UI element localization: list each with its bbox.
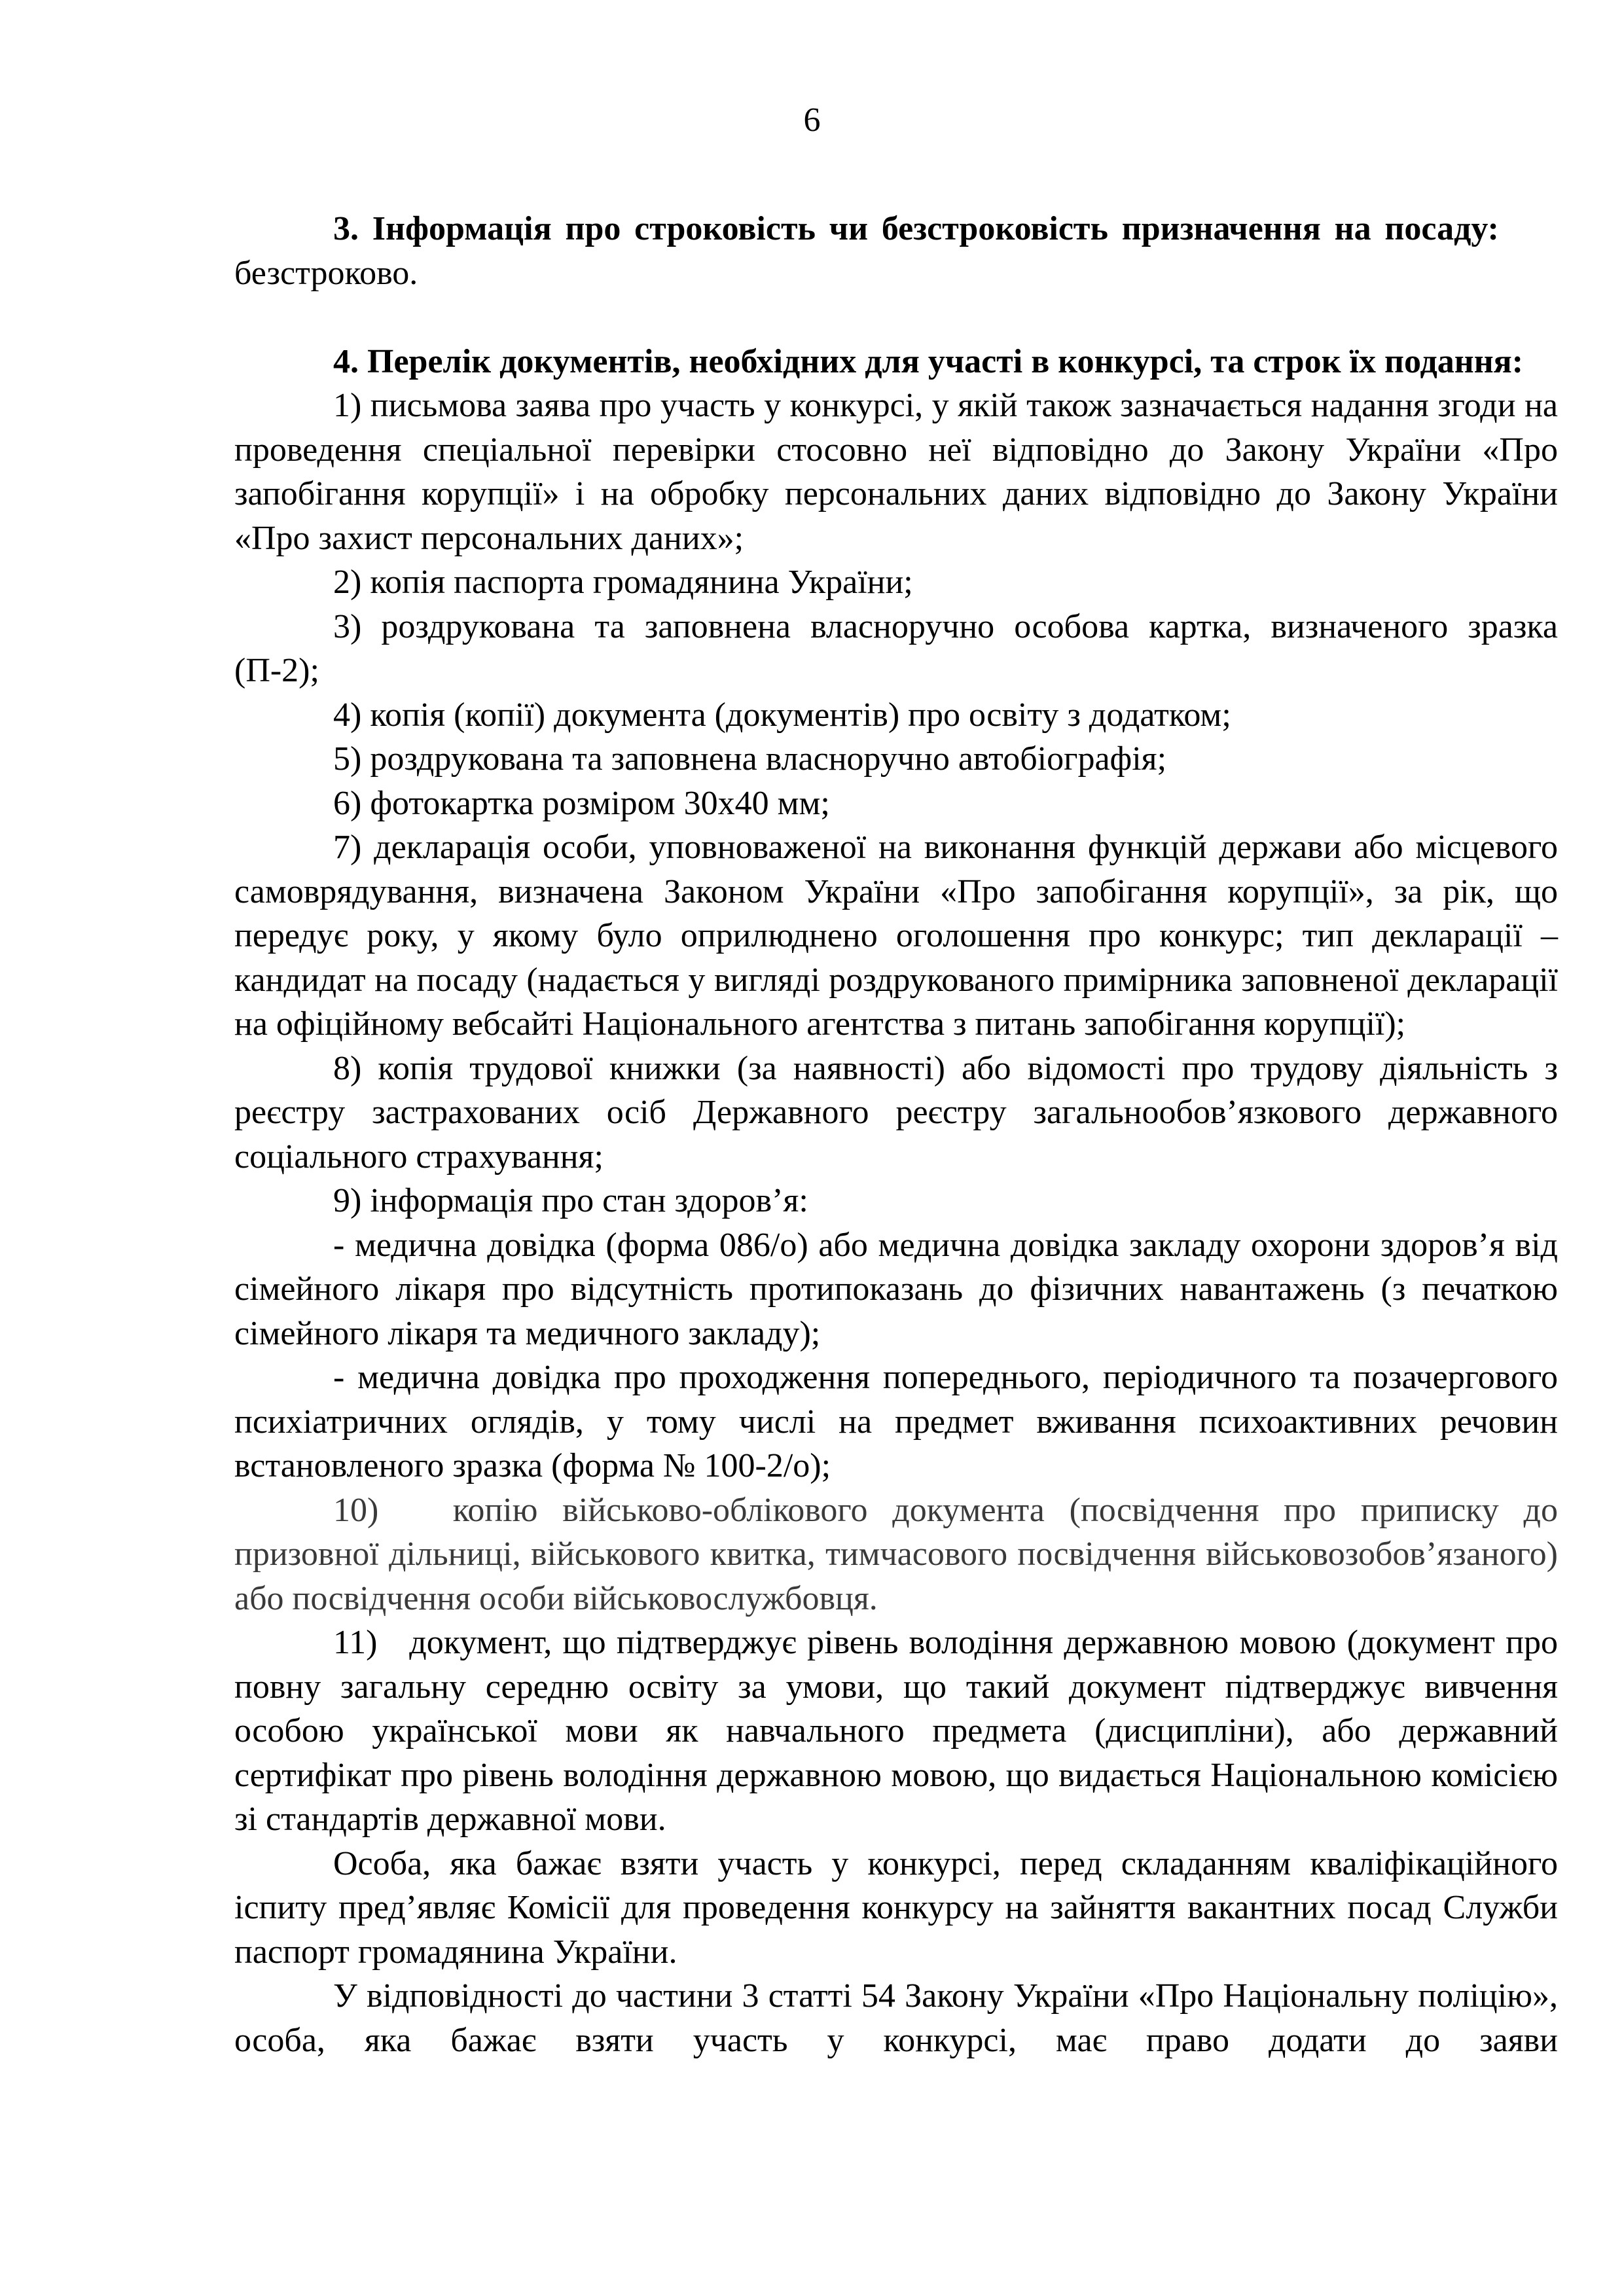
document-item-9a: - медична довідка (форма 086/о) або медична довідка закладу охорони здоров’я від сімейного лікаря про відсутність протипоказань до фізичних навантажень (з печаткою сімейного лікаря та медичного закладу);	[234, 1226, 1558, 1352]
document-item-3: 3) роздрукована та заповнена власноручно особова картка, визначеного зразка (П-2);	[234, 607, 1558, 689]
document-item-9b: - медична довідка про проходження попереднього, періодичного та позачергового психіатричних оглядів, у тому числі на предмет вживання психоактивних речовин встановленого зразка (форма № 100-2/о);	[234, 1359, 1558, 1484]
section-3-value: безстроково.	[234, 254, 418, 292]
note-passport: Особа, яка бажає взяти участь у конкурсі, перед складанням кваліфікаційного іспиту пред’являє Комісії для проведення конкурсу на зайняття вакантних посад Служби паспорт громадянина України.	[234, 1844, 1558, 1971]
section-3-heading: 3. Інформація про строковість чи безстроковість призначення на посаду:	[333, 210, 1499, 247]
document-item-9: 9) інформація про стан здоров’я:	[333, 1182, 808, 1219]
page-number: 6	[803, 101, 821, 139]
section-4-heading: 4. Перелік документів, необхідних для участі в конкурсі, та строк їх подання:	[333, 342, 1524, 380]
note-police-law: У відповідності до частини 3 статті 54 Закону України «Про Національну поліцію», особа, яка бажає взяти участь у конкурсі, має право додати до заяви	[234, 1977, 1558, 2059]
document-item-5: 5) роздрукована та заповнена власноручно автобіографія;	[333, 740, 1167, 778]
document-item-2: 2) копія паспорта громадянина України;	[333, 564, 913, 601]
document-item-4: 4) копія (копії) документа (документів) про освіту з додатком;	[333, 696, 1231, 734]
document-body	[234, 207, 1566, 2062]
document-item-8: 8) копія трудової книжки (за наявності) або відомості про трудову діяльність з реєстру застрахованих осіб Державного реєстру загальнообов’язкового державного соціального страхування;	[234, 1049, 1558, 1175]
document-item-1: 1) письмова заява про участь у конкурсі, у якій також зазначається надання згоди на проведення спеціальної перевірки стосовно неї відповідно до Закону України «Про запобігання корупції» і на обробку персональних даних відповідно до Закону України «Про захист персональних даних»;	[234, 387, 1558, 557]
document-item-7: 7) декларація особи, уповноваженої на виконання функцій держави або місцевого самоврядування, визначена Законом України «Про запобігання корупції», за рік, що передує року, у якому було оприлюднено оголошення про конкурс; тип декларації – кандидат на посаду (надається у вигляді роздрукованого примірника заповненої декларації на офіційному вебсайті Національного агентства з питань запобігання корупції);	[234, 829, 1558, 1043]
document-item-6: 6) фотокартка розміром 30х40 мм;	[333, 784, 830, 822]
document-item-11: 11) документ, що підтверджує рівень володіння державною мовою (документ про повну загальну середню освіту за умови, що такий документ підтверджує вивчення особою української мови як навчального предмета (дисципліни), або державний сертифікат про рівень володіння державною мовою, що видається Національною комісією зі стандартів державної мови.	[234, 1624, 1566, 1838]
document-item-10: 10) копію військово-облікового документа (посвідчення про приписку до призовної дільниці, військового квитка, тимчасового посвідчення військовозобов’язаного) або посвідчення особи військовослужбовця.	[234, 1491, 1566, 1617]
section-3	[234, 207, 1558, 295]
